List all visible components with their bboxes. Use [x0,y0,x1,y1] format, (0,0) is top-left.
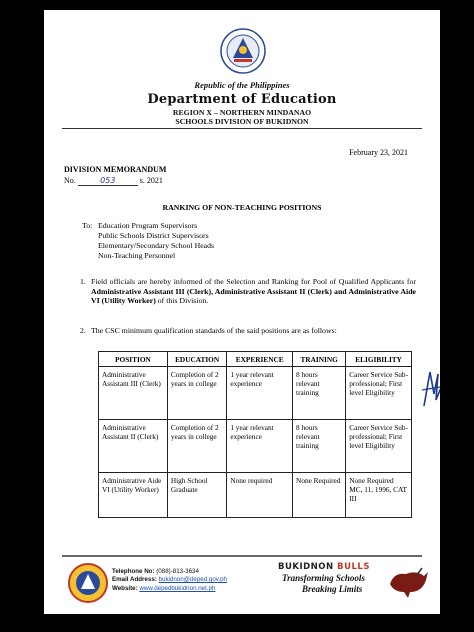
brand-name [278,562,370,572]
recipient-item: Education Program Supervisors [98,221,198,230]
website-label: Website: [112,584,138,592]
column-header: TRAINING [293,352,346,367]
memo-number-label: No. [64,176,76,185]
table-cell: Administrative Assistant III (Clerk) [99,367,168,420]
header-divider [62,128,422,129]
division-line: SCHOOLS DIVISION OF BUKIDNON [175,117,309,126]
table-row [99,367,412,420]
table-cell: High School Graduate [167,473,226,518]
handwritten-signature-icon [418,366,440,410]
telephone-value: (088)-813-3634 [156,568,199,575]
table-cell: None Required MC, 11, 1996, CAT III [346,473,412,518]
memo-series: s. 2021 [139,176,163,185]
paragraph-1 [80,277,416,306]
bukidnon-bulls-brand [274,562,430,606]
contact-info [112,568,227,593]
memo-number-value: 053 [78,176,138,186]
paragraph-text: of this Division. [155,296,209,305]
table-row [99,473,412,518]
brand-name-part: BUKIDNON [278,562,334,572]
table-cell: Administrative Assistant II (Clerk) [99,420,168,473]
brand-tagline-1: Transforming Schools [282,573,365,583]
memo-page [44,10,440,614]
email-line [112,576,227,584]
table-cell: 1 year relevant experience [227,420,293,473]
deped-seal-icon [220,28,266,74]
table-cell: Career Service Sub-professional; First level Eligibility [346,367,412,420]
column-header: ELIGIBILITY [346,352,412,367]
table-cell: 8 hours relevant training [293,420,346,473]
memo-number [64,176,163,186]
table-cell: 1 year relevant experience [227,367,293,420]
republic-line: Republic of the Philippines [194,80,290,90]
department-name: Department of Education [147,92,337,107]
division-logo-icon [68,563,108,603]
brand-tagline-2: Breaking Limits [302,584,363,594]
memo-type: DIVISION MEMORANDUM [64,165,167,174]
column-header: POSITION [99,352,168,367]
table-cell: Completion of 2 years in college [167,420,226,473]
website-link[interactable]: www.depedbukidnon.net.ph [139,584,216,592]
memo-date: February 23, 2021 [349,148,408,157]
telephone-label: Telephone No: [112,568,155,575]
table-cell: Completion of 2 years in college [167,367,226,420]
paragraph-2 [80,326,416,336]
table-cell: Administrative Aide VI (Utility Worker) [99,473,168,518]
recipient-list [98,221,358,261]
email-link[interactable]: bukidnon@deped.gov.ph [158,576,228,584]
column-header: EDUCATION [167,352,226,367]
to-label: To: [82,221,93,230]
paragraph-number: 1. [80,277,86,286]
bull-icon [386,564,430,600]
recipient-item: Elementary/Secondary School Heads [98,241,215,250]
recipient-item: Public Schools District Supervisors [98,231,209,240]
website-line [112,585,227,593]
memo-subject: RANKING OF NON-TEACHING POSITIONS [162,203,322,212]
table-cell: Career Service Sub-professional; First level Eligibility [346,420,412,473]
column-header: EXPERIENCE [227,352,293,367]
footer-divider [62,555,422,557]
table-cell: None Required [293,473,346,518]
table-cell: 8 hours relevant training [293,367,346,420]
position-list: Administrative Assistant III (Clerk), Administrative Assistant II (Clerk) and Administrative Aide VI (Utility Worker) [91,286,416,305]
region-line: REGION X – NORTHERN MINDANAO [172,108,312,117]
table-cell: None required [227,473,293,518]
table-header-row [99,352,412,367]
recipient-item: Non-Teaching Personnel [98,251,176,260]
paragraph-text: The CSC minimum qualification standards of the said positions are as follows: [91,326,337,335]
brand-name-part: BULLS [337,562,370,572]
table-row [99,420,412,473]
paragraph-text: Field officials are hereby informed of the Selection and Ranking for Pool of Qualified Applicants for [91,277,416,286]
qualification-table [98,351,412,518]
paragraph-number: 2. [80,326,86,335]
email-label: Email Address: [112,576,157,584]
telephone-line [112,568,227,576]
